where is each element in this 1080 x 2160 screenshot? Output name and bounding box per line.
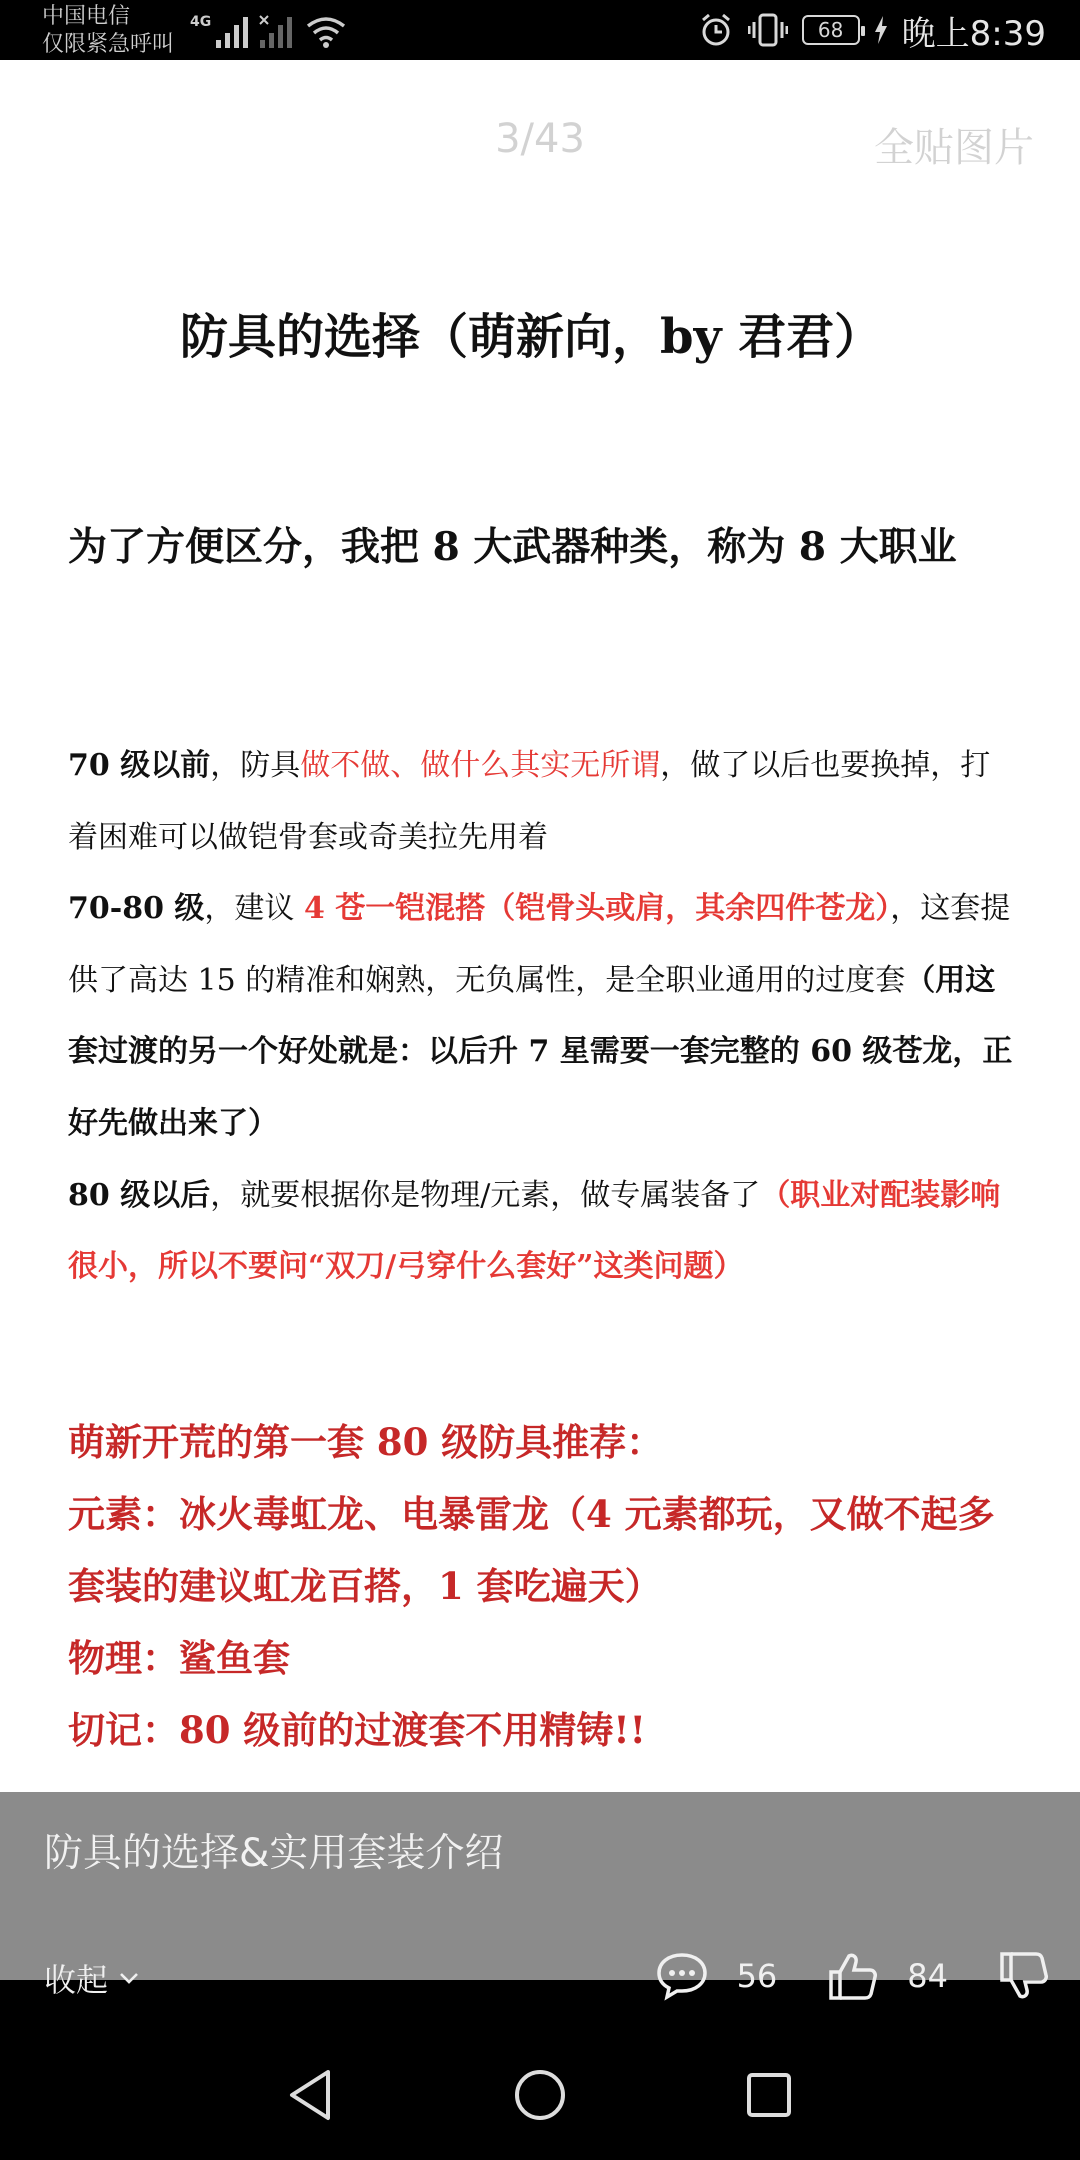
level-lead: 80 级以后 [68, 1177, 211, 1213]
full-images-button[interactable]: 全贴图片 [874, 125, 1034, 171]
alarm-icon [698, 12, 734, 48]
home-button[interactable] [505, 2060, 575, 2130]
doc-subtitle: 为了方便区分，我把 8 大武器种类，称为 8 大职业 [68, 524, 957, 570]
wifi-icon [304, 14, 348, 50]
collapse-button[interactable] [44, 1955, 140, 2001]
dislike-button[interactable] [998, 1950, 1050, 2002]
navigation-bar [0, 2030, 1080, 2160]
signal-strength-icon [214, 14, 254, 50]
emergency-only-label: 仅限紧急呼叫 [42, 32, 175, 57]
level-lead: 70 级以前 [68, 748, 211, 783]
doc-body [68, 730, 1018, 1303]
status-bar [0, 0, 1080, 60]
back-triangle-icon [286, 2068, 336, 2122]
carrier-name: 中国电信 [42, 4, 131, 29]
thumbs-up-icon [827, 1950, 879, 2002]
back-button[interactable] [276, 2060, 346, 2130]
text-span: ，做了以后也要换掉，打着困难可以做铠骨套或奇美拉先用着 [68, 748, 991, 855]
text-span: ，就要根据你是物理/元素，做专属装备了 [210, 1177, 761, 1213]
doc-title: 防具的选择（萌新向，by 君君） [180, 309, 883, 365]
charging-bolt-icon [874, 15, 888, 45]
like-button[interactable] [827, 1950, 998, 2002]
highlight-span: 做不做、做什么其实无所谓 [300, 748, 661, 783]
page-counter: 3/43 [495, 116, 585, 162]
paragraph-under-70 [68, 730, 1018, 873]
status-right-group [698, 8, 1046, 52]
chevron-down-icon [118, 1971, 140, 1985]
bold-span: （用这套过渡的另一个好处就是：以后升 7 星需要一套完整的 60 级苍龙，正好先做出来了） [68, 962, 1013, 1141]
image-viewer[interactable] [0, 60, 1080, 1792]
comment-icon [655, 1951, 709, 2001]
thumbs-down-icon [998, 1950, 1050, 2002]
collapse-label: 收起 [44, 1961, 109, 1999]
rec-note: 切记：80 级前的过渡套不用精铸!! [68, 1708, 646, 1752]
like-count: 84 [907, 1957, 948, 1995]
paragraph-after-80 [68, 1160, 1018, 1303]
signal-no-service-icon [258, 14, 298, 50]
home-circle-icon [513, 2068, 567, 2122]
recents-button[interactable] [734, 2060, 804, 2130]
caption-title: 防具的选择&实用套装介绍 [44, 1831, 504, 1876]
text-span: ，这套提供了高达 15 的精准和娴熟，无负属性，是全职业通用的过度套 [68, 891, 1011, 998]
text-span: ，防具 [210, 748, 301, 783]
rec-heading: 萌新开荒的第一套 80 级防具推荐： [68, 1420, 664, 1464]
network-type: 4G [190, 14, 212, 30]
comment-count: 56 [736, 1957, 778, 1995]
recommendation-block [68, 1406, 1018, 1766]
level-lead: 70-80 级 [68, 891, 205, 927]
paragraph-70-80 [68, 873, 1018, 1159]
text-span: ，建议 [204, 891, 304, 927]
comment-button[interactable] [655, 1951, 828, 2001]
carrier-info [42, 4, 174, 58]
action-group [655, 1940, 1050, 2012]
highlight-span: （职业对配装影响很小，所以不要问“双刀/弓穿什么套好”这类问题） [68, 1177, 1001, 1285]
rec-element: 元素：冰火毒虹龙、电暴雷龙（4 元素都玩，又做不起多套装的建议虹龙百搭，1 套吃遍天） [68, 1492, 995, 1608]
rec-physical: 物理：鲨鱼套 [68, 1636, 290, 1680]
battery-indicator: 68 [802, 15, 860, 45]
highlight-span: 4 苍一铠混搭（铠骨头或肩，其余四件苍龙） [303, 891, 891, 927]
status-time: 晚上8:39 [901, 13, 1046, 54]
recents-square-icon [744, 2070, 794, 2120]
vibrate-icon [748, 12, 788, 48]
